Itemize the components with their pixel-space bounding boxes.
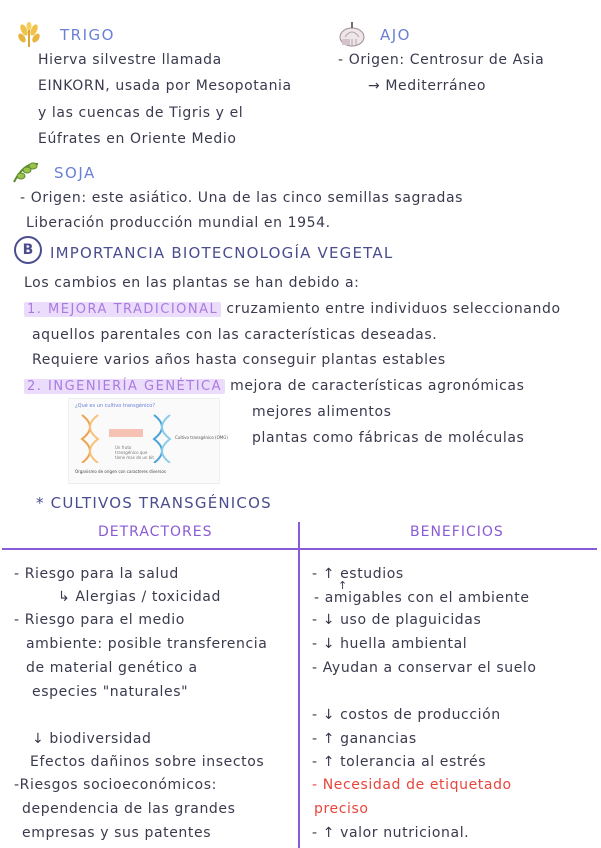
beneficio-item: - ↓ huella ambiental (312, 636, 468, 652)
detractor-item: empresas y sus patentes (22, 825, 212, 841)
detractor-item: ↳ Alergias / toxicidad (58, 589, 221, 605)
beneficio-item: - amigables con el ambiente (314, 590, 530, 606)
item1-row (24, 301, 561, 317)
trigo-line: Eúfrates en Oriente Medio (38, 131, 237, 147)
wheat-icon (14, 22, 44, 48)
trigo-title: TRIGO (60, 26, 115, 44)
detractor-item: Efectos dañinos sobre insectos (30, 754, 265, 770)
beneficio-item: - ↑ tolerancia al estrés (312, 754, 487, 770)
dna-helix-icon (79, 413, 101, 463)
detractor-item: dependencia de las grandes (22, 801, 236, 817)
soy-icon (10, 158, 42, 186)
ajo-title: AJO (380, 26, 411, 44)
table-vertical-rule (298, 522, 300, 848)
dna-helix-icon (151, 413, 173, 463)
item1-line: Requiere varios años hasta conseguir plantas estables (32, 352, 446, 368)
arrow-bar (109, 429, 143, 437)
detractor-item: - Riesgo para la salud (14, 566, 179, 582)
figure-caption-top: ¿Qué es un cultivo transgénico? (75, 403, 156, 409)
item2-row (24, 378, 525, 394)
up-arrow-icon: ↑ (338, 579, 348, 592)
beneficio-item: - ↑ ganancias (312, 731, 417, 747)
transgenic-figure (68, 398, 228, 484)
trigo-line: EINKORN, usada por Mesopotania (38, 78, 292, 94)
detractor-item: -Riesgos socioeconómicos: (14, 777, 217, 793)
beneficio-item: - ↑ estudios (312, 566, 404, 582)
beneficio-item: - ↑ valor nutricional. (312, 825, 470, 841)
item1-line: aquellos parentales con las características deseadas. (32, 327, 438, 343)
beneficio-item-highlight: - Necesidad de etiquetado (312, 777, 512, 793)
garlic-icon (336, 19, 368, 47)
trigo-line: y las cuencas de Tigris y el (38, 105, 244, 121)
item1-label: 1. MEJORA TRADICIONAL (24, 302, 221, 317)
soja-line: - Origen: este asiático. Una de las cinco semillas sagradas (20, 190, 464, 206)
item2-line: plantas como fábricas de moléculas (252, 430, 525, 446)
item2-label: 2. INGENIERÍA GENÉTICA (24, 379, 225, 394)
detractor-item: ambiente: posible transferencia (26, 636, 268, 652)
soja-title: SOJA (54, 164, 96, 182)
detractor-item: - Riesgo para el medio (14, 612, 185, 628)
soja-line: Liberación producción mundial en 1954. (26, 215, 331, 231)
trigo-line: Hierva silvestre llamada (38, 52, 222, 68)
beneficio-item: - ↓ uso de plaguicidas (312, 612, 482, 628)
beneficio-item: - ↓ costos de producción (312, 707, 501, 723)
figure-caption-right: Cultivo transgénico (OMG) (175, 435, 228, 440)
section-b-circle: B (14, 236, 42, 264)
section-b-intro: Los cambios en las plantas se han debido a: (24, 275, 360, 291)
figure-caption-mid: Un fruto transgénico que tiene mas de un bit (115, 445, 154, 460)
section-b-title: IMPORTANCIA BIOTECNOLOGÍA VEGETAL (50, 244, 394, 262)
cultivos-title: * CULTIVOS TRANSGÉNICOS (36, 494, 272, 512)
detractor-item: ↓ biodiversidad (32, 731, 152, 747)
ajo-line: - Origen: Centrosur de Asia (338, 52, 545, 68)
beneficio-item: - Ayudan a conservar el suelo (312, 660, 537, 676)
ajo-line: → Mediterráneo (368, 78, 487, 94)
detractor-item: especies "naturales" (32, 684, 189, 700)
figure-caption-bottom: Organismo de origen con caracteres diversos (75, 469, 166, 474)
detractor-item: de material genético a (26, 660, 198, 676)
beneficio-item-highlight: preciso (314, 801, 369, 817)
item2-text: mejora de características agronómicas (230, 378, 525, 394)
col-detractores-header: DETRACTORES (98, 524, 213, 540)
item2-line: mejores alimentos (252, 404, 392, 420)
col-beneficios-header: BENEFICIOS (410, 524, 504, 540)
item1-text: cruzamiento entre individuos seleccionando (226, 301, 561, 317)
